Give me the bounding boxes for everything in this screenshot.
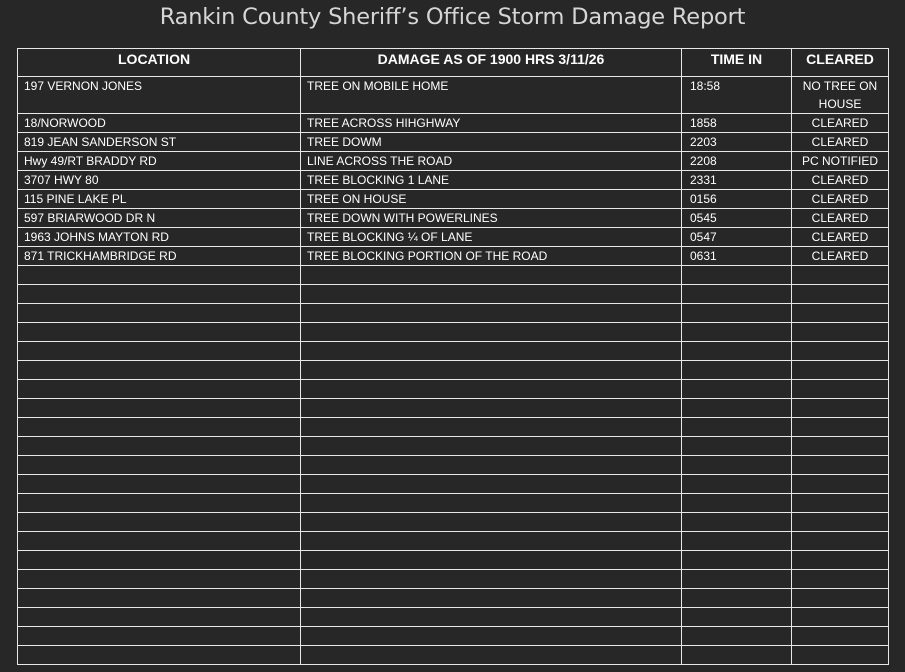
cell-time-in: 0545 [682,209,792,228]
empty-cell [792,532,889,551]
empty-cell [792,361,889,380]
cell-time-in: 1858 [682,114,792,133]
empty-cell [682,646,792,665]
cell-damage: TREE ACROSS HIHGHWAY [301,114,682,133]
empty-cell [18,323,301,342]
empty-cell [792,323,889,342]
empty-cell [792,627,889,646]
empty-cell [18,342,301,361]
empty-cell [18,399,301,418]
empty-cell [682,456,792,475]
empty-cell [18,532,301,551]
cell-time-in: 2208 [682,152,792,171]
table-row [18,171,889,190]
cell-location: 597 BRIARWOOD DR N [18,209,301,228]
cell-time-in: 0547 [682,228,792,247]
empty-cell [682,304,792,323]
empty-table-row [18,418,889,437]
empty-cell [792,266,889,285]
header-location: LOCATION [18,49,301,77]
empty-cell [301,456,682,475]
cell-cleared: CLEARED [792,228,889,247]
cell-location: 819 JEAN SANDERSON ST [18,133,301,152]
empty-cell [682,627,792,646]
cell-location: 115 PINE LAKE PL [18,190,301,209]
empty-cell [792,551,889,570]
empty-cell [301,513,682,532]
empty-cell [682,475,792,494]
empty-cell [682,437,792,456]
table-row [18,114,889,133]
cell-location: 197 VERNON JONES [18,77,301,114]
cell-damage: LINE ACROSS THE ROAD [301,152,682,171]
empty-cell [18,475,301,494]
empty-table-row [18,551,889,570]
empty-cell [792,380,889,399]
empty-table-row [18,361,889,380]
empty-cell [301,532,682,551]
cell-location: 18/NORWOOD [18,114,301,133]
empty-cell [301,285,682,304]
empty-cell [301,627,682,646]
table-header-row [18,49,889,77]
empty-cell [682,494,792,513]
empty-cell [301,399,682,418]
empty-cell [792,342,889,361]
cell-damage: TREE BLOCKING PORTION OF THE ROAD [301,247,682,266]
empty-cell [301,608,682,627]
cell-cleared: CLEARED [792,133,889,152]
cell-cleared: CLEARED [792,171,889,190]
empty-cell [682,418,792,437]
empty-cell [792,513,889,532]
empty-cell [792,399,889,418]
empty-cell [792,475,889,494]
empty-table-row [18,342,889,361]
cell-location: 3707 HWY 80 [18,171,301,190]
cell-damage: TREE BLOCKING ¼ OF LANE [301,228,682,247]
cell-damage: TREE DOWN WITH POWERLINES [301,209,682,228]
empty-cell [301,646,682,665]
empty-cell [301,266,682,285]
table-row [18,152,889,171]
empty-cell [792,608,889,627]
empty-cell [18,456,301,475]
empty-cell [682,513,792,532]
empty-cell [18,266,301,285]
empty-cell [18,494,301,513]
empty-table-row [18,494,889,513]
empty-cell [792,437,889,456]
cell-cleared: CLEARED [792,190,889,209]
empty-cell [792,494,889,513]
cell-time-in: 18:58 [682,77,792,114]
empty-cell [301,342,682,361]
empty-cell [792,589,889,608]
empty-cell [301,380,682,399]
empty-cell [682,589,792,608]
empty-cell [682,342,792,361]
empty-table-row [18,266,889,285]
cell-damage: TREE ON MOBILE HOME [301,77,682,114]
empty-cell [682,266,792,285]
cell-cleared: NO TREE ON HOUSE [792,77,889,114]
empty-cell [301,494,682,513]
table-row [18,209,889,228]
empty-table-row [18,646,889,665]
empty-cell [18,570,301,589]
empty-table-row [18,532,889,551]
table-row [18,133,889,152]
empty-cell [18,380,301,399]
empty-cell [301,570,682,589]
empty-cell [792,570,889,589]
empty-cell [682,361,792,380]
empty-table-row [18,456,889,475]
table-row [18,77,889,114]
empty-table-row [18,570,889,589]
cell-location: Hwy 49/RT BRADDY RD [18,152,301,171]
empty-cell [792,304,889,323]
empty-cell [792,418,889,437]
empty-cell [682,285,792,304]
empty-cell [18,589,301,608]
cell-time-in: 2331 [682,171,792,190]
empty-table-row [18,513,889,532]
empty-cell [682,551,792,570]
empty-cell [18,513,301,532]
empty-cell [301,361,682,380]
cell-damage: TREE ON HOUSE [301,190,682,209]
empty-cell [792,456,889,475]
empty-cell [301,323,682,342]
cell-time-in: 2203 [682,133,792,152]
empty-cell [18,285,301,304]
table-row [18,247,889,266]
empty-cell [18,608,301,627]
header-cleared: CLEARED [792,49,889,77]
empty-cell [18,551,301,570]
cell-damage: TREE DOWM [301,133,682,152]
empty-cell [18,361,301,380]
empty-cell [301,418,682,437]
empty-cell [682,380,792,399]
empty-table-row [18,437,889,456]
empty-cell [682,399,792,418]
cell-time-in: 0631 [682,247,792,266]
empty-cell [301,551,682,570]
cell-location: 871 TRICKHAMBRIDGE RD [18,247,301,266]
empty-cell [792,285,889,304]
cell-cleared: CLEARED [792,114,889,133]
empty-cell [682,323,792,342]
empty-cell [301,589,682,608]
storm-damage-table [17,48,889,665]
cell-location: 1963 JOHNS MAYTON RD [18,228,301,247]
empty-cell [301,304,682,323]
empty-table-row [18,380,889,399]
empty-cell [18,418,301,437]
page-title: Rankin County Sheriff’s Office Storm Damage Report [159,4,746,30]
empty-cell [682,532,792,551]
cell-cleared: PC NOTIFIED [792,152,889,171]
empty-table-row [18,627,889,646]
table-row [18,228,889,247]
table-row [18,190,889,209]
empty-cell [301,475,682,494]
empty-table-row [18,399,889,418]
cell-cleared: CLEARED [792,209,889,228]
empty-cell [18,437,301,456]
cell-damage: TREE BLOCKING 1 LANE [301,171,682,190]
table-body [18,77,889,665]
cell-time-in: 0156 [682,190,792,209]
cell-cleared: CLEARED [792,247,889,266]
header-damage: DAMAGE AS OF 1900 HRS 3/11/26 [301,49,682,77]
empty-cell [682,570,792,589]
empty-table-row [18,304,889,323]
empty-table-row [18,475,889,494]
empty-cell [792,646,889,665]
empty-table-row [18,589,889,608]
header-time-in: TIME IN [682,49,792,77]
empty-cell [301,437,682,456]
empty-cell [18,646,301,665]
empty-table-row [18,285,889,304]
empty-cell [682,608,792,627]
empty-table-row [18,608,889,627]
empty-cell [18,627,301,646]
empty-cell [18,304,301,323]
empty-table-row [18,323,889,342]
